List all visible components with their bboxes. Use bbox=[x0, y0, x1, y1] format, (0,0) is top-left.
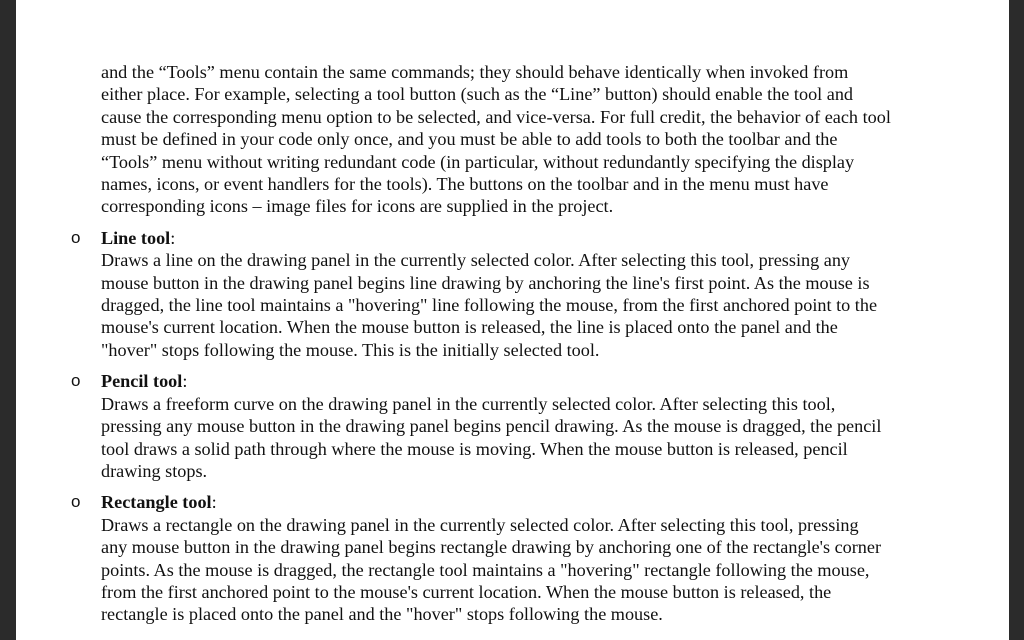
bullet-icon: o bbox=[71, 371, 81, 391]
tool-description-line: Draws a rectangle on the drawing panel in the currently selected color. After selecting this tool, pressing bbox=[101, 514, 859, 535]
tool-description-line: from the first anchored point to the mouse's current location. When the mouse button is released, the bbox=[101, 581, 832, 602]
tool-description-line: "hover" stops following the mouse. This is the initially selected tool. bbox=[101, 339, 600, 360]
intro-line: cause the corresponding menu option to be selected, and vice-versa. For full credit, the behavior of each tool bbox=[101, 106, 891, 127]
tool-description-line: mouse's current location. When the mouse button is released, the line is placed onto the panel and the bbox=[101, 317, 838, 338]
tool-heading bbox=[101, 370, 971, 392]
heading-colon: : bbox=[211, 492, 217, 513]
bullet-icon: o bbox=[71, 492, 81, 512]
pencil-tool-item bbox=[71, 370, 971, 482]
intro-line: and the “Tools” menu contain the same commands; they should behave identically when invoked from bbox=[101, 62, 849, 82]
tool-description-line: rectangle is placed onto the panel and the "hover" stops following the mouse. bbox=[101, 604, 663, 625]
tool-description-line: points. As the mouse is dragged, the rectangle tool maintains a "hovering" rectangle following the mouse, bbox=[101, 559, 870, 580]
intro-line: names, icons, or event handlers for the tools). The buttons on the toolbar and in the menu must have bbox=[101, 174, 829, 195]
line-tool-item bbox=[71, 227, 971, 361]
intro-line: “Tools” menu without writing redundant code (in particular, without redundantly specifying the display bbox=[101, 151, 855, 172]
tool-description-line: Draws a freeform curve on the drawing panel in the currently selected color. After selecting this tool, bbox=[101, 393, 836, 414]
tool-description-line: Draws a line on the drawing panel in the currently selected color. After selecting this tool, pressing any bbox=[101, 250, 851, 271]
pencil-tool-title: Pencil tool bbox=[101, 371, 183, 392]
tool-heading bbox=[101, 227, 971, 249]
rectangle-tool-item bbox=[71, 491, 971, 625]
intro-line: either place. For example, selecting a tool button (such as the “Line” button) should enable the tool and bbox=[101, 84, 854, 105]
tool-description-line: any mouse button in the drawing panel begins rectangle drawing by anchoring one of the rectangle's corner bbox=[101, 537, 882, 558]
tool-description-line: drawing stops. bbox=[101, 460, 208, 481]
intro-line: corresponding icons – image files for icons are supplied in the project. bbox=[101, 196, 614, 217]
document-page bbox=[16, 0, 1009, 640]
tool-description-line: mouse button in the drawing panel begins line drawing by anchoring the line's first point. As the mouse is bbox=[101, 272, 870, 293]
heading-colon: : bbox=[170, 227, 176, 248]
bullet-icon: o bbox=[71, 227, 81, 247]
intro-paragraph bbox=[101, 61, 971, 218]
document-content bbox=[71, 61, 971, 626]
line-tool-title: Line tool bbox=[101, 227, 171, 248]
heading-colon: : bbox=[182, 371, 188, 392]
rectangle-tool-title: Rectangle tool bbox=[101, 492, 212, 513]
intro-line: must be defined in your code only once, and you must be able to add tools to both the toolbar and the bbox=[101, 129, 838, 150]
tool-description-line: dragged, the line tool maintains a "hovering" line following the mouse, from the first anchored point to the bbox=[101, 295, 878, 316]
tool-heading bbox=[101, 491, 971, 513]
tool-description-line: tool draws a solid path through where the mouse is moving. When the mouse button is released, pencil bbox=[101, 438, 848, 459]
tool-description-line: pressing any mouse button in the drawing panel begins pencil drawing. As the mouse is dragged, the pencil bbox=[101, 416, 882, 437]
